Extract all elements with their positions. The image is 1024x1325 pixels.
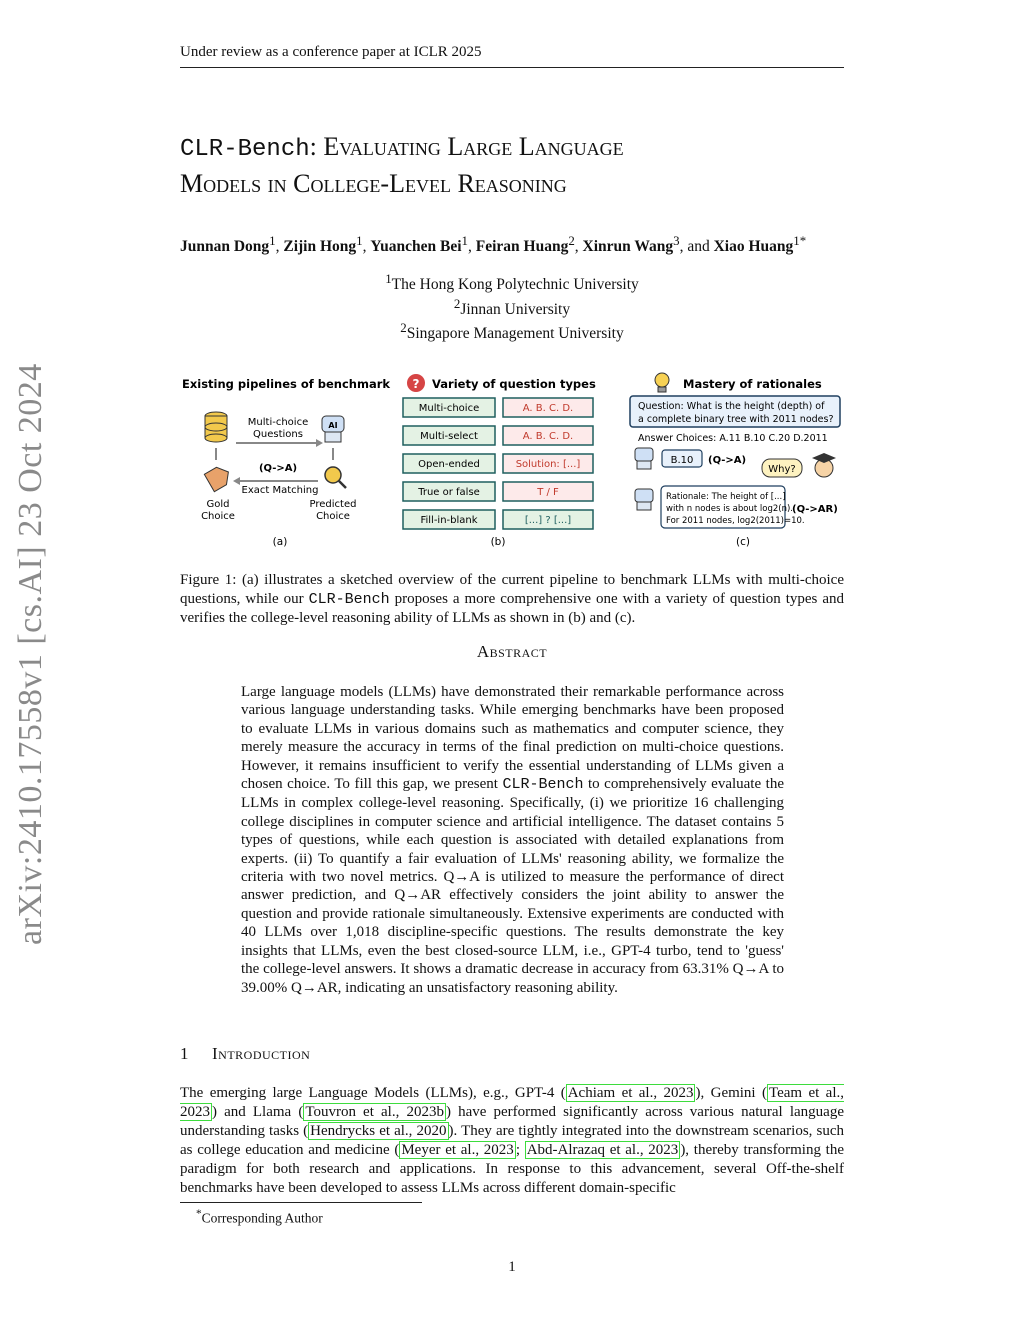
magnifier-icon <box>325 467 346 488</box>
panel-b-caption: (b) <box>490 536 506 548</box>
footnote <box>196 1208 323 1227</box>
panel-b-title: Variety of question types <box>432 377 596 391</box>
abstract-code: CLR-Bench <box>502 776 584 794</box>
author-name: Yuanchen Bei <box>370 238 462 256</box>
citation-link[interactable]: Team et al., 2023 <box>180 1085 844 1120</box>
question-mark-glyph: ? <box>412 377 420 391</box>
arrowhead <box>316 439 323 447</box>
intro-text: ) have performed significantly across various natural language understanding tasks ( <box>180 1104 844 1139</box>
paper-title <box>180 130 844 201</box>
author-name: Zijin Hong <box>283 238 357 256</box>
robot-label: AI <box>328 421 338 430</box>
panel-c-caption: (c) <box>736 536 750 548</box>
affiliation-mark: 2 <box>400 320 407 336</box>
panel-c-title: Mastery of rationales <box>683 377 822 391</box>
intro-paragraph <box>180 1084 844 1198</box>
affiliation-mark: 2 <box>453 295 461 311</box>
qa-tag-c: (Q->A) <box>708 455 747 466</box>
abstract-body <box>241 683 784 997</box>
type-label: True or false <box>418 487 480 498</box>
type-label: Multi-choice <box>418 403 480 414</box>
title-benchmark-name: CLR-Bench <box>180 136 310 163</box>
arrow-label-1: Multi-choice <box>247 417 309 428</box>
qa-tag: (Q->A) <box>258 463 298 474</box>
pred-label-2: Choice <box>316 511 350 522</box>
abstract-text: Large language models (LLMs) have demonstrated their remarkable performance across various language understanding tasks. While emerging benchmarks have been proposed to evaluate LLMs in various domains such as mathematics and computer science, they merely measure the accuracy in terms of the final prediction on multi-choice questions. However, it remains insufficient to verify the essential understanding of LLMs given a chosen choice. To fill this gap, we present <box>241 684 784 793</box>
tag-icon <box>204 463 233 491</box>
affiliation-mark: 1 <box>385 271 392 286</box>
answer-value: B.10 <box>670 455 694 466</box>
arrow-label-2: Questions <box>253 429 303 440</box>
citation-link[interactable]: Meyer et al., 2023 <box>401 1142 514 1158</box>
citation-link[interactable]: Hendrycks et al., 2020 <box>310 1123 447 1139</box>
caption-text: Figure 1: (a) illustrates a sketched overview of the current pipeline to benchmark LLMs with multi-choice questions, while our <box>180 572 844 607</box>
type-label: Multi-select <box>420 431 478 442</box>
title-line-1: : Evaluating Large Language <box>309 132 624 161</box>
robot-icon <box>322 416 344 442</box>
citation-link[interactable]: Touvron et al., 2023b <box>305 1104 444 1120</box>
answer-choices: Answer Choices: A.11 B.10 C.20 D.2011 <box>638 433 828 444</box>
type-example: A. B. C. D. <box>522 403 574 414</box>
intro-text: ), Gemini ( <box>695 1085 767 1101</box>
footnote-rule <box>180 1202 422 1203</box>
author-name: Xinrun Wang <box>582 238 674 256</box>
section-heading <box>180 1044 844 1064</box>
rationale-line-3: For 2011 nodes, log2(2011)=10. <box>666 516 805 526</box>
citation-link[interactable]: Achiam et al., 2023 <box>567 1085 694 1101</box>
type-label: Open-ended <box>418 459 480 470</box>
arxiv-stamp: arXiv:2410.17558v1 [cs.AI] 23 Oct 2024 <box>12 363 49 945</box>
figure-1 <box>178 368 846 558</box>
author-name: Junnan Dong <box>180 238 270 256</box>
author-affil: 1* <box>793 233 807 248</box>
question-line-1: Question: What is the height (depth) of <box>638 401 825 412</box>
affiliation-name: Jinnan University <box>460 300 571 318</box>
graduate-icon <box>812 453 836 477</box>
type-label: Fill-in-blank <box>420 515 478 526</box>
intro-text: ) and Llama ( <box>212 1104 304 1120</box>
author-name: Xiao Huang <box>713 238 794 256</box>
type-example: [...] ? [...] <box>524 515 572 526</box>
footnote-text: Corresponding Author <box>201 1210 323 1226</box>
pred-label-1: Predicted <box>309 499 357 510</box>
abstract-text: to comprehensively evaluate the LLMs in complex college-level reasoning. Specifically, (i) we prioritize 16 challenging college disciplines in computer science and artificial intelligence. The dataset contains 5 types of questions, while each question is associated with detailed explanations from experts. (ii) To quantify a fair evaluation of LLMs' reasoning ability, we formalize the criteria with two novel metrics. Q→A is utilized to measure the performance of direct answer prediction, and Q→AR effectively considers the joint ability to answer the question and provide rationale simultaneously. Extensive experiments are conducted with 40 LLMs over 1,018 discipline-specific questions. The results demonstrate the key insights that LLMs, even the best closed-source LLM, i.e., GPT-4 turbo, tend to 'guess' the college-level answers. It shows a dramatic decrease in accuracy from 63.31% Q→A to 39.00% Q→AR, indicating an unsatisfactory reasoning ability. <box>241 776 784 996</box>
panel-a-caption: (a) <box>272 536 288 548</box>
database-icon <box>205 412 227 442</box>
author-name: Feiran Huang <box>475 238 569 256</box>
exact-matching-label: Exact Matching <box>241 485 319 496</box>
arrowhead <box>233 477 240 485</box>
caption-code: CLR-Bench <box>308 591 390 608</box>
rationale-line-2: with n nodes is about log2(n). <box>666 504 793 514</box>
qar-tag: (Q->AR) <box>792 504 838 515</box>
footnote-mark: * <box>196 1208 202 1220</box>
robot-icon <box>635 489 653 510</box>
lightbulb-icon <box>655 373 669 392</box>
authors-and: , and <box>679 238 714 256</box>
intro-text: The emerging large Language Models (LLMs), e.g., GPT-4 ( <box>180 1085 566 1101</box>
type-example: T / F <box>537 487 559 498</box>
affiliation-name: Singapore Management University <box>406 325 624 343</box>
panel-a-title: Existing pipelines of benchmark <box>182 377 391 391</box>
affiliation <box>180 270 844 295</box>
affiliation-name: The Hong Kong Polytechnic University <box>391 276 639 294</box>
gold-label-2: Choice <box>201 511 235 522</box>
caption-text: proposes a more comprehensive one with a variety of question types and verifies the college-level reasoning ability of LLMs as shown in (b) and (c). <box>180 591 844 626</box>
type-example: Solution: [...] <box>515 459 581 470</box>
author-affil: 1 <box>269 233 276 248</box>
author-affil: 2 <box>568 233 575 248</box>
figure-caption <box>180 571 844 628</box>
affiliation <box>180 319 844 344</box>
section-number: 1 <box>180 1044 189 1063</box>
citation-link[interactable]: Abd-Alrazaq et al., 2023 <box>526 1142 679 1158</box>
intro-text: ). They are tightly integrated into the downstream scenarios, such as college education and medicine ( <box>180 1123 844 1158</box>
type-example: A. B. C. D. <box>522 431 574 442</box>
author-affil: 1 <box>461 233 468 248</box>
author-list: Junnan Dong$^1$, Zijin Hong$^1$, Yuanchen Bei$^1$, Feiran Huang$^2$, Xinrun Wang$^3$, and Xiao Huang$^{1*}$ <box>180 233 807 256</box>
question-line-2: a complete binary tree with 2011 nodes? <box>638 414 834 425</box>
author-affil: 1 <box>356 233 363 248</box>
affiliation <box>180 295 844 320</box>
robot-icon <box>635 448 653 469</box>
intro-text: ; <box>515 1142 525 1158</box>
title-line-2: Models in College-Level Reasoning <box>180 169 567 198</box>
affiliations <box>180 270 844 344</box>
abstract-heading: Abstract <box>476 642 548 661</box>
why-text: Why? <box>768 464 796 475</box>
intro-text: ), thereby transforming the paradigm for both research and applications. In response to this advancement, several Off-the-shelf benchmarks have been developed to assess LLMs across different domain-specific <box>180 1142 844 1196</box>
author-affil: 3 <box>673 233 680 248</box>
running-header: Under review as a conference paper at ICLR 2025 <box>180 44 844 68</box>
rationale-line-1: Rationale: The height of [...] <box>666 492 786 502</box>
page-number: 1 <box>508 1259 516 1275</box>
gold-label-1: Gold <box>206 499 230 510</box>
section-title: Introduction <box>212 1044 311 1063</box>
